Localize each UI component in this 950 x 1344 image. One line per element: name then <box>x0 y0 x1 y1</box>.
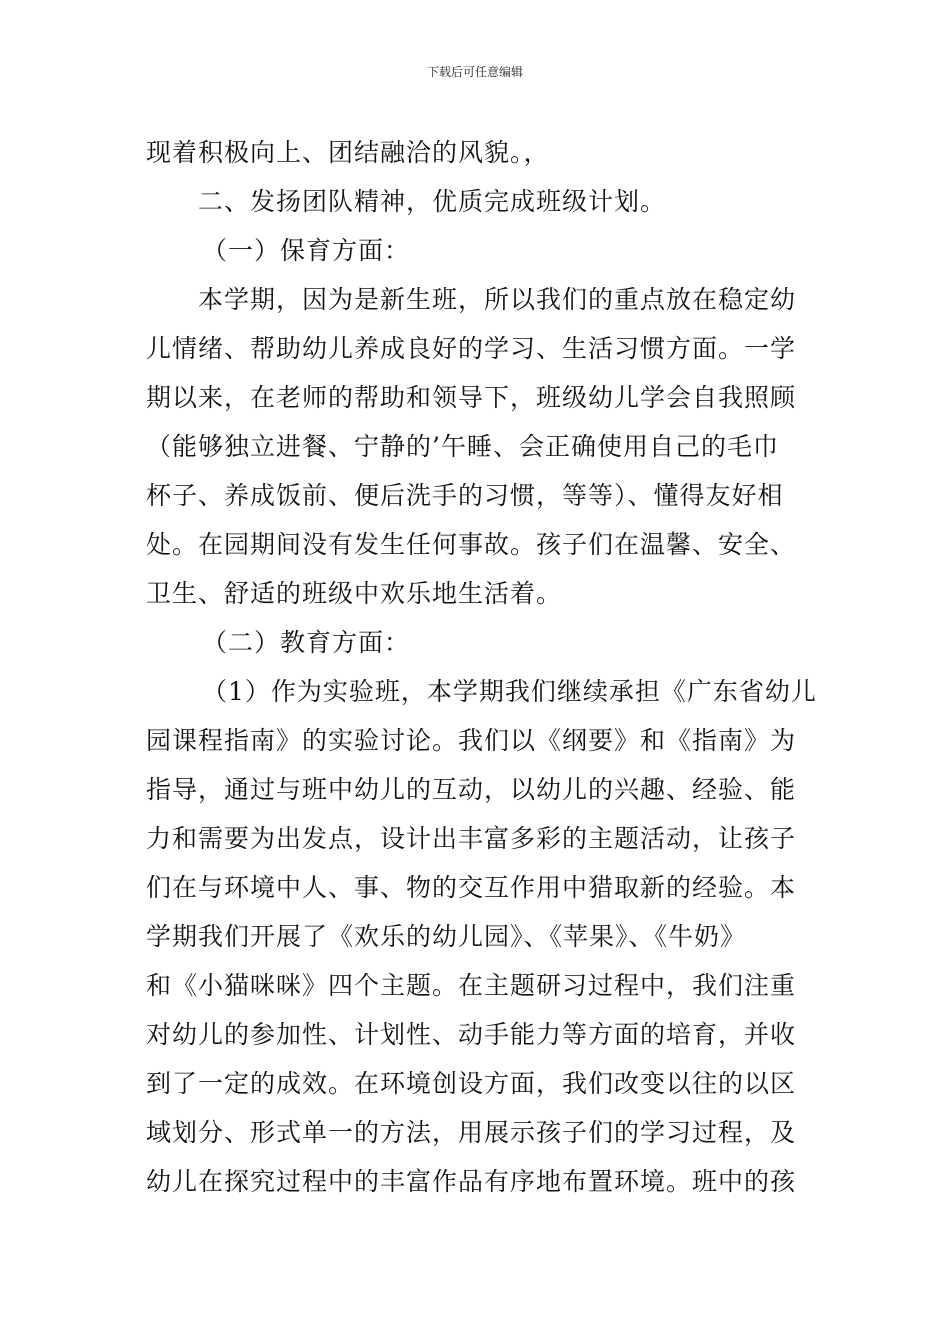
paragraph-line: 杯子、养成饭前、便后洗手的习惯，等等）、懂得友好相 <box>146 481 784 510</box>
section-heading: 二、发扬团队精神，优质完成班级计划。 <box>198 187 667 216</box>
paragraph-line: 期以来，在老师的帮助和领导下，班级幼儿学会自我照顾 <box>146 383 797 412</box>
paragraph-line: 对幼儿的参加性、计划性、动手能力等方面的培育，并收 <box>146 1020 797 1049</box>
paragraph-line: 到了一定的成效。在环境创设方面，我们改变以往的以区 <box>146 1069 797 1098</box>
subsection-heading: （二）教育方面： <box>202 628 411 657</box>
paragraph-line: （能够独立进餐、宁静的’午睡、会正确使用自己的毛巾 <box>146 432 779 461</box>
paragraph-line: 们在与环境中人、事、物的交互作用中猎取新的经验。本 <box>146 873 797 902</box>
paragraph-line: 指导，通过与班中幼儿的互动，以幼儿的兴趣、经验、能 <box>146 775 797 804</box>
paragraph-line: 园课程指南》的实验讨论。我们以《纲要》和《指南》为 <box>146 726 797 755</box>
paragraph-line: 幼儿在探究过程中的丰富作品有序地布置环境。班中的孩 <box>146 1167 797 1196</box>
paragraph-line: 域划分、形式单一的方法，用展示孩子们的学习过程，及 <box>146 1118 797 1147</box>
page-header: 下载后可任意编辑 <box>426 65 523 79</box>
subsection-heading: （一）保育方面： <box>202 236 411 265</box>
paragraph-line: 儿情绪、帮助幼儿养成良好的学习、生活习惯方面。一学 <box>146 334 797 363</box>
paragraph-line: 现着积极向上、团结融洽的风貌。， <box>146 138 550 167</box>
paragraph-line: 学期我们开展了《欢乐的幼儿园》、《苹果》、《牛奶》 <box>146 922 747 951</box>
paragraph-line: （1）作为实验班，本学期我们继续承担《广东省幼儿 <box>202 677 817 706</box>
paragraph-line: 卫生、舒适的班级中欢乐地生活着。 <box>146 579 563 608</box>
paragraph-line: 和《小猫咪咪》四个主题。在主题研习过程中，我们注重 <box>146 971 797 1000</box>
paragraph-line: 本学期，因为是新生班，所以我们的重点放在稳定幼 <box>198 285 797 314</box>
document-body <box>146 128 816 1206</box>
paragraph-line: 处。在园期间没有发生任何事故。孩子们在温馨、安全、 <box>146 530 797 559</box>
paragraph-line: 力和需要为出发点，设计出丰富多彩的主题活动，让孩子 <box>146 824 797 853</box>
